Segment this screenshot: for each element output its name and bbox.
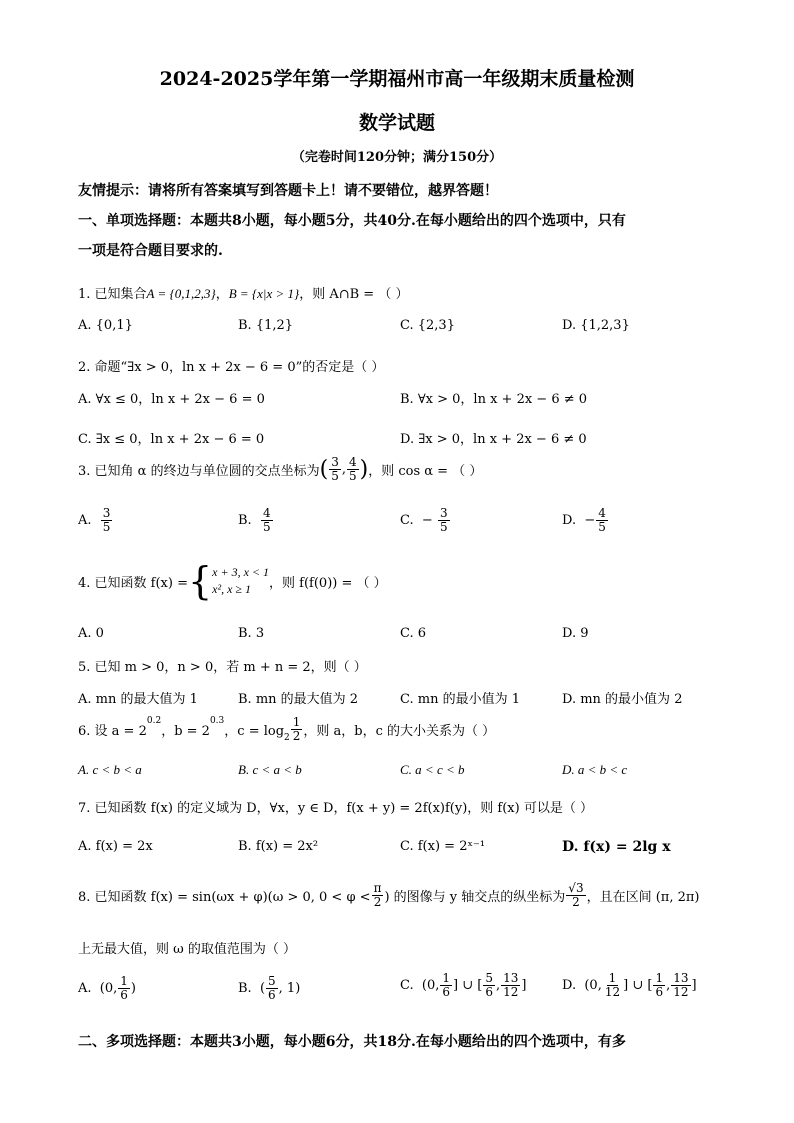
question-1: 1. 已知集合A = {0,1,2,3}，B = {x|x > 1}，则 A∩B = （ ） [78,286,409,302]
question-7: 7. 已知函数 f(x) 的定义域为 D，∀x，y ∈ D，f(x + y) = 2f(x)f(y)，则 f(x) 可以是（ ） [78,801,593,816]
q4-option-b: B. 3 [238,626,265,641]
q5-option-d: D. mn 的最小值为 2 [562,692,683,707]
q1-option-a: A. {0,1} [78,318,133,333]
q8-option-d: D. (0, $\frac{1}{12}$ ] ∪ [ $\frac{1}{6}$ , $\frac{13}{12}$ ] [562,971,697,999]
question-8-cont: 上无最大值，则 ω 的取值范围为（ ） [78,942,296,957]
exam-title: 2024-2025学年第一学期福州市高一年级期末质量检测 [159,68,635,90]
question-4: 4. 已知函数 f(x) = { x + 3, x < 1 x², x ≥ 1 ，则 f(f(0)) = （ ） [78,559,387,603]
section2-heading: 二、多项选择题：本题共3小题，每小题6分，共18分.在每小题给出的四个选项中，有多 [78,1034,626,1050]
q6-option-a: A. c < b < a [78,762,142,777]
q2-option-c: C. ∃x ≤ 0，ln x + 2x − 6 = 0 [78,432,265,447]
q4-option-d: D. 9 [562,626,589,641]
q7-option-c: C. f(x) = 2ˣ⁻¹ [400,839,486,854]
section1-heading-cont: 一项是符合题目要求的. [78,243,223,259]
q5-option-b: B. mn 的最大值为 2 [238,692,359,707]
q7-option-b: B. f(x) = 2x² [238,839,319,854]
q8-option-a: A. (0, $\frac{1}{6}$ ) [78,974,136,1002]
q4-option-c: C. 6 [400,626,427,641]
q2-option-d: D. ∃x > 0，ln x + 2x − 6 ≠ 0 [400,432,587,447]
q3-option-d: D. − $\frac{4}{5}$ [562,506,606,534]
q8-option-b: B. ( $\frac{5}{6}$ , 1) [238,974,301,1002]
question-6: 6. 设 a = 2 $^{0.2}$ ，b = 2 $^{0.3}$ ，c = log $_2$ $\frac{1}{2}$ ，则 a，b，c 的大小关系为（ ） [78,715,496,743]
q1-option-b: B. {1,2} [238,318,294,333]
q2-option-a: A. ∀x ≤ 0，ln x + 2x − 6 = 0 [78,392,265,407]
q5-option-c: C. mn 的最小值为 1 [400,692,520,707]
q3-option-b: B. $\frac{4}{5}$ [238,506,271,534]
q5-option-a: A. mn 的最大值为 1 [78,692,198,707]
exam-meta: （完卷时间120分钟；满分150分） [291,150,503,165]
q3-option-a: A. $\frac{3}{5}$ [78,506,111,534]
q1-option-c: C. {2,3} [400,318,455,333]
question-8: 8. 已知函数 f(x) = sin(ωx + φ)(ω > 0, 0 < φ < $\frac{\pi}{2}$ ) 的图像与 y 轴交点的纵坐标为 $\frac{√3}{2}$ ，且在区间 (π, 2π) [78,881,700,909]
q2-option-b: B. ∀x > 0，ln x + 2x − 6 ≠ 0 [400,392,588,407]
q4-option-a: A. 0 [78,626,104,641]
q1-option-d: D. {1,2,3} [562,318,630,333]
question-5: 5. 已知 m > 0，n > 0，若 m + n = 2，则（ ） [78,660,367,675]
q6-option-c: C. a < c < b [400,762,465,777]
notice: 友情提示：请将所有答案填写到答题卡上！请不要错位，越界答题！ [78,183,498,199]
exam-subject: 数学试题 [358,112,435,134]
q8-option-c: C. (0, $\frac{1}{6}$ ] ∪ [ $\frac{5}{6}$ , $\frac{13}{12}$ ] [400,971,527,999]
q7-option-d: D. f(x) = 2lg x [562,839,671,855]
q6-option-b: B. c < a < b [238,762,302,777]
q6-option-d: D. a < b < c [562,762,628,777]
q7-option-a: A. f(x) = 2x [78,839,153,854]
question-3: 3. 已知角 α 的终边与单位圆的交点坐标为 ( $\frac{3}{5}$ , $\frac{4}{5}$ ) ，则 cos α = （ ） [78,455,483,483]
q3-option-c: C. − $\frac{3}{5}$ [400,506,448,534]
section1-heading: 一、单项选择题：本题共8小题，每小题5分，共40分.在每小题给出的四个选项中，只有 [78,213,626,229]
question-2: 2. 命题“∃x > 0，ln x + 2x − 6 = 0”的否定是（ ） [78,360,385,375]
